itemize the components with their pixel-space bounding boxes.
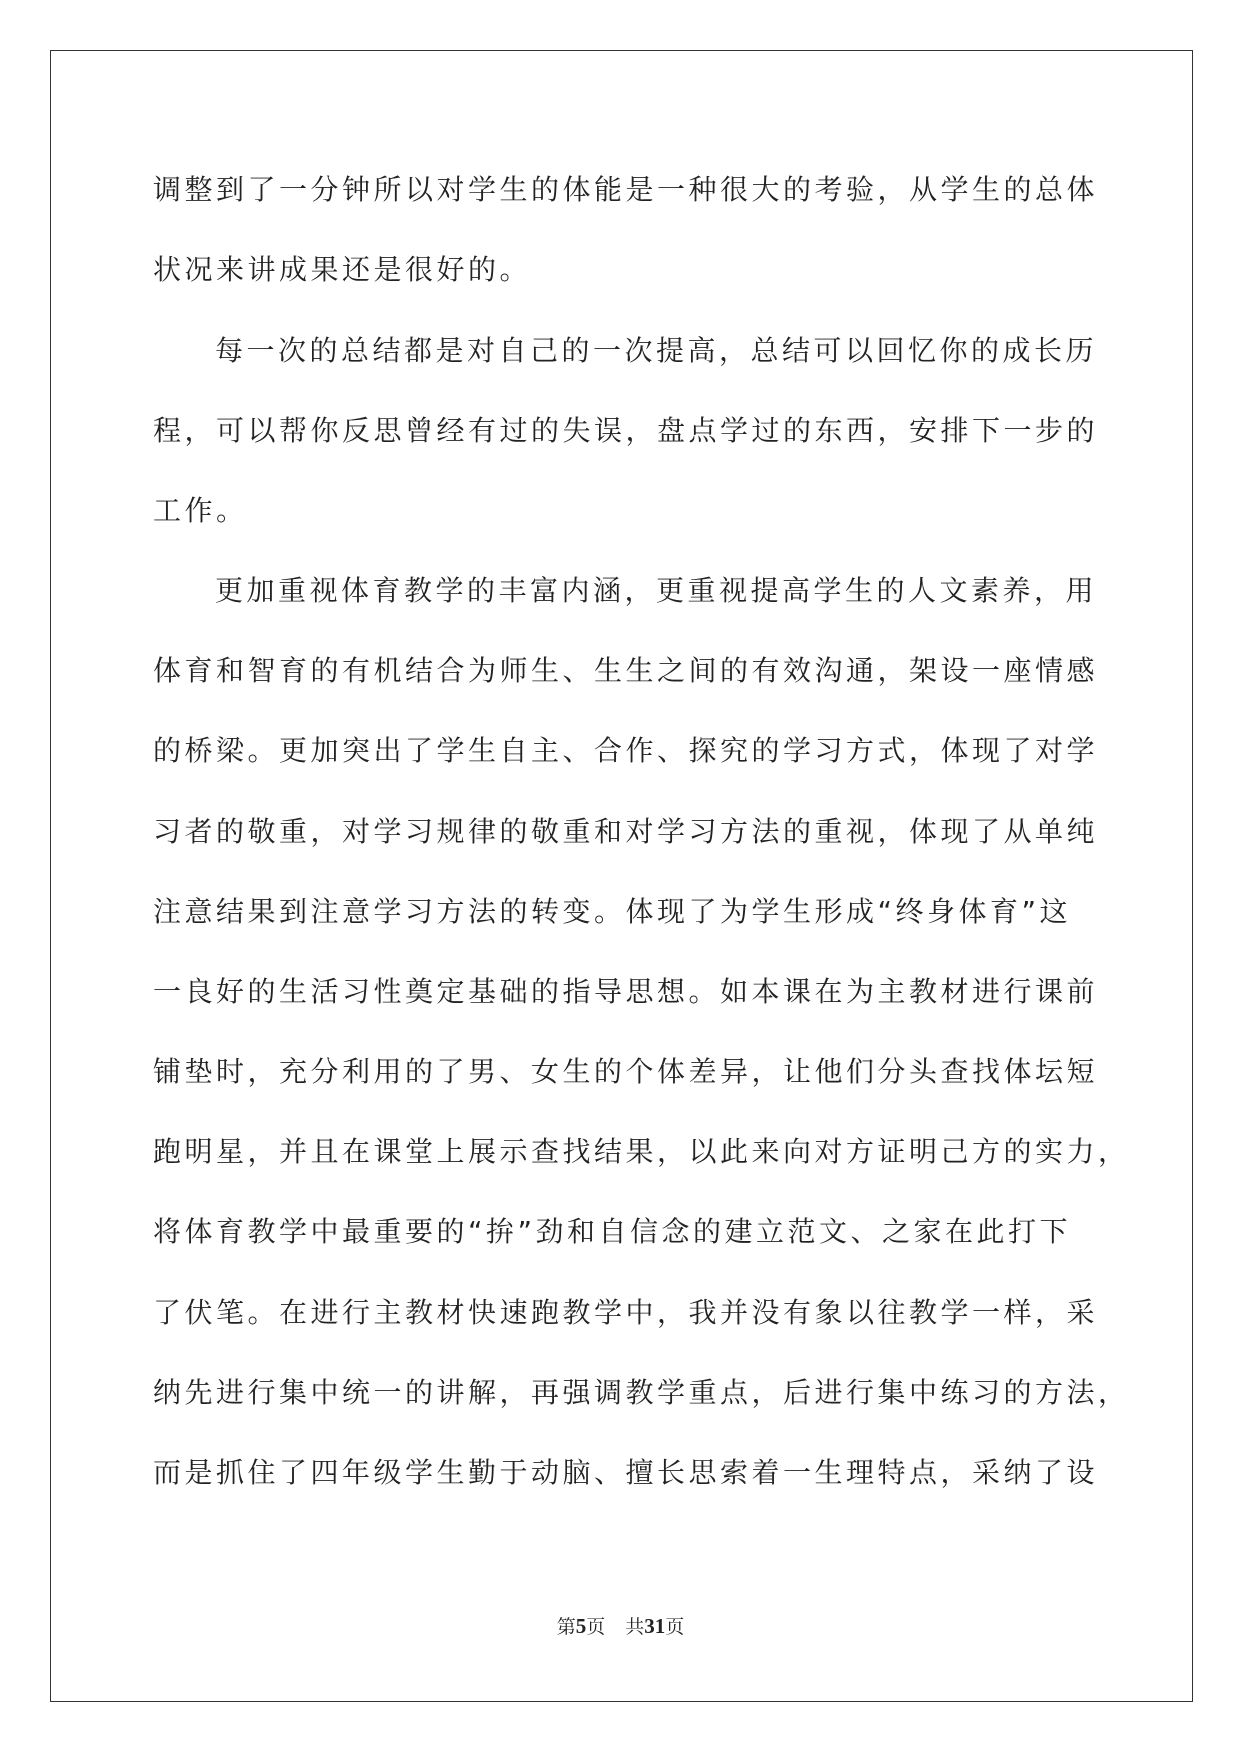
text-line: 注意结果到注意学习方法的转变。体现了为学生形成“终身体育”这 xyxy=(153,895,1072,928)
text-line: 工作。 xyxy=(153,494,248,527)
text-line: 而是抓住了四年级学生勤于动脑、擅长思索着一生理特点，采纳了设 xyxy=(153,1456,1099,1489)
text-line: 状况来讲成果还是很好的。 xyxy=(153,253,532,286)
text-line: 程，可以帮你反思曾经有过的失误，盘点学过的东西，安排下一步的 xyxy=(153,414,1099,447)
total-suffix: 页 xyxy=(665,1616,685,1638)
total-prefix: 共 xyxy=(625,1616,645,1638)
text-line: 调整到了一分钟所以对学生的体能是一种很大的考验，从学生的总体 xyxy=(153,173,1099,206)
total-pages: 31 xyxy=(644,1614,666,1638)
text-line: 将体育教学中最重要的“拚”劲和自信念的建立范文、之家在此打下 xyxy=(153,1215,1072,1248)
page-prefix: 第 xyxy=(556,1616,576,1638)
text-line: 纳先进行集中统一的讲解，再强调教学重点，后进行集中练习的方法， xyxy=(153,1376,1130,1409)
text-line: 习者的敬重，对学习规律的敬重和对学习方法的重视，体现了从单纯 xyxy=(153,815,1099,848)
text-line: 跑明星，并且在课堂上展示查找结果，以此来向对方证明己方的实力， xyxy=(153,1135,1130,1168)
page-footer xyxy=(0,1612,1241,1639)
text-line: 体育和智育的有机结合为师生、生生之间的有效沟通，架设一座情感 xyxy=(153,654,1099,687)
page-suffix: 页 xyxy=(586,1616,606,1638)
text-line: 一良好的生活习性奠定基础的指导思想。如本课在为主教材进行课前 xyxy=(153,975,1099,1008)
text-line: 的桥梁。更加突出了学生自主、合作、探究的学习方式，体现了对学 xyxy=(153,734,1099,767)
paragraph-first-line: 每一次的总结都是对自己的一次提高，总结可以回忆你的成长历 xyxy=(215,334,1098,367)
text-line: 了伏笔。在进行主教材快速跑教学中，我并没有象以往教学一样，采 xyxy=(153,1296,1099,1329)
paragraph-first-line: 更加重视体育教学的丰富内涵，更重视提高学生的人文素养，用 xyxy=(215,574,1098,607)
text-line: 铺垫时，充分利用的了男、女生的个体差异，让他们分头查找体坛短 xyxy=(153,1055,1099,1088)
page-number: 5 xyxy=(575,1614,587,1638)
